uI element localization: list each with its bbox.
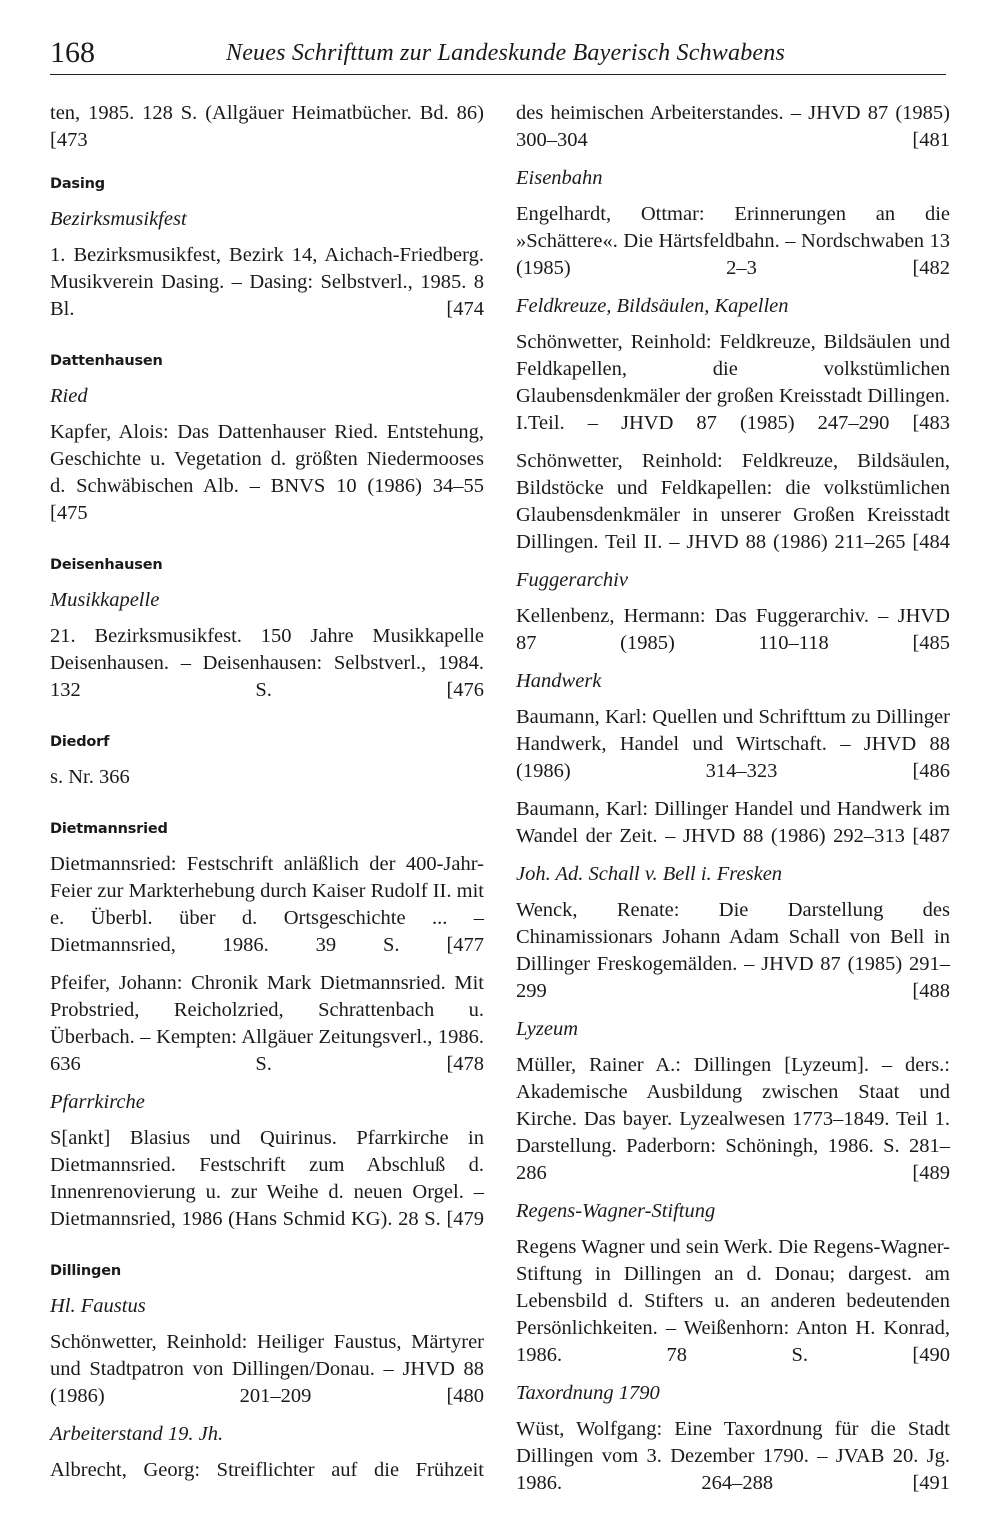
bib-entry-480: Schönwetter, Reinhold: Heiliger Faustus, Märtyrer und Stadtpatron von Dillingen/Donau. – JHVD 88 (1986) 201–209 [480: [50, 1331, 485, 1407]
bib-entry-478: Pfeifer, Johann: Chronik Mark Dietmannsried. Mit Probstried, Reicholzried, Schrattenbach u. Überbach. – Kempten: Allgäuer Zeitungsverl., 1986. 636 S. [478: [50, 972, 485, 1075]
running-title: Neues Schrifttum zur Landeskunde Bayerisch Schwabens: [226, 40, 785, 66]
topic-heading: Lyzeum: [516, 1018, 579, 1040]
bib-entry-475: Kapfer, Alois: Das Dattenhauser Ried. Entstehung, Geschichte u. Vegetation d. größten Niedermooses d. Schwäbischen Alb. – BNVS 10 (1986) 34–55 [475: [50, 421, 484, 524]
topic-heading: Musikkapelle: [50, 589, 160, 611]
bib-entry-488: Wenck, Renate: Die Darstellung des Chinamissionars Johann Adam Schall von Bell in Dillinger Freskogemälden. – JHVD 87 (1985) 291–299 [488: [516, 899, 950, 1002]
topic-heading: Eisenbahn: [516, 167, 603, 189]
bib-entry-489: Müller, Rainer A.: Dillingen [Lyzeum]. – ders.: Akademische Ausbildung zwischen Staat und Kirche. Das bayer. Lyzealwesen 1773–1849. Teil 1. Darstellung. Paderborn: Schöningh, 1986. S. 281–286 [489: [516, 1054, 950, 1184]
topic-heading: Joh. Ad. Schall v. Bell i. Fresken: [516, 863, 783, 885]
topic-heading: Regens-Wagner-Stiftung: [516, 1200, 716, 1222]
entry-number: [487: [912, 825, 950, 847]
topic-heading: Bezirksmusikfest: [50, 208, 187, 230]
place-heading-dietmannsried: Dietmannsried: [50, 821, 168, 837]
right-column: [516, 100, 950, 1508]
entry-number: [473: [50, 129, 88, 151]
bib-entry-482: Engelhardt, Ottmar: Erinnerungen an die »Schättere«. Die Härtsfeldbahn. – Nordschwaben 13 (1985) 2–3 [482: [516, 203, 951, 279]
bib-entry-481-start: Albrecht, Georg: Streiflichter auf die Frühzeit: [50, 1459, 484, 1481]
entry-number: [475: [50, 502, 88, 524]
entry-number: [482: [912, 257, 951, 279]
bib-entry-491: Wüst, Wolfgang: Eine Taxordnung für die Stadt Dillingen vom 3. Dezember 1790. – JVAB 20. Jg. 1986. 264–288 [491: [516, 1418, 951, 1494]
bib-entry-481: des heimischen Arbeiterstandes. – JHVD 87 (1985) 300–304 [481: [516, 102, 950, 151]
entry-number: [480: [446, 1385, 485, 1407]
bib-entry-490: Regens Wagner und sein Werk. Die Regens-Wagner-Stiftung in Dillingen an d. Donau; dargest. am Lebensbild d. Stifters u. an anderen bedeutenden Persönlichkeiten. – Weißenhorn: Anton H. Konrad, 1986. 78 S. [490: [516, 1236, 950, 1366]
topic-heading: Ried: [50, 385, 88, 407]
place-heading-diedorf: Diedorf: [50, 734, 110, 750]
bib-entry-486: Baumann, Karl: Quellen und Schrifttum zu Dillinger Handwerk, Handel und Wirtschaft. – JHVD 88 (1986) 314–323 [486: [516, 706, 951, 782]
place-heading-deisenhausen: Deisenhausen: [50, 557, 163, 573]
entry-number: [490: [912, 1344, 950, 1366]
place-heading-dattenhausen: Dattenhausen: [50, 353, 163, 369]
page-header: [50, 34, 946, 75]
entry-number: [474: [446, 298, 484, 320]
place-heading-dasing: Dasing: [50, 176, 105, 192]
left-column: [50, 100, 484, 1495]
topic-heading: Handwerk: [516, 670, 602, 692]
entry-number: [476: [446, 679, 485, 701]
bib-entry-485: Kellenbenz, Hermann: Das Fuggerarchiv. – JHVD 87 (1985) 110–118 [485: [516, 605, 951, 654]
bib-entry-474: 1. Bezirksmusikfest, Bezirk 14, Aichach-Friedberg. Musikverein Dasing. – Dasing: Selbstverl., 1985. 8 Bl. [474: [50, 244, 484, 320]
bib-entry-483: Schönwetter, Reinhold: Feldkreuze, Bildsäulen und Feldkapellen, die volkstümlichen Glaubensdenkmäler der großen Kreisstadt Dillingen. I.Teil. – JHVD 87 (1985) 247–290 [483: [516, 331, 951, 434]
topic-heading: Hl. Faustus: [50, 1295, 146, 1317]
bib-entry-473: ten, 1985. 128 S. (Allgäuer Heimatbücher. Bd. 86) [473: [50, 102, 484, 151]
entry-number: [481: [912, 129, 950, 151]
bib-entry-477: Dietmannsried: Festschrift anläßlich der 400-Jahr-Feier zur Markterhebung durch Kaiser Rudolf II. mit e. Überbl. über d. Ortsgeschichte ... – Dietmannsried, 1986. 39 S. [477: [50, 853, 485, 956]
topic-heading: Arbeiterstand 19. Jh.: [50, 1423, 224, 1445]
place-heading-dillingen: Dillingen: [50, 1263, 121, 1279]
bib-entry-479: S[ankt] Blasius und Quirinus. Pfarrkirche in Dietmannsried. Festschrift zum Abschluß d. Innenrenovierung u. zur Weihe d. neuen Orgel. – Dietmannsried, 1986 (Hans Schmid KG). 28 S. [479: [50, 1127, 485, 1230]
entry-number: [489: [912, 1162, 950, 1184]
entry-number: [478: [446, 1053, 485, 1075]
page-number: 168: [50, 36, 95, 69]
entry-number: [485: [912, 632, 951, 654]
entry-number: [491: [912, 1472, 951, 1494]
topic-heading: Fuggerarchiv: [516, 569, 628, 591]
bib-entry-476: 21. Bezirksmusikfest. 150 Jahre Musikkapelle Deisenhausen. – Deisenhausen: Selbstverl., 1984. 132 S. [476: [50, 625, 485, 701]
entry-number: [483: [912, 412, 951, 434]
bib-entry-487: Baumann, Karl: Dillinger Handel und Handwerk im Wandel der Zeit. – JHVD 88 (1986) 292–313 [487: [516, 798, 950, 847]
topic-heading: Pfarrkirche: [50, 1091, 145, 1113]
entry-number: [488: [912, 980, 950, 1002]
entry-number: [484: [912, 531, 950, 553]
entry-number: [477: [446, 934, 485, 956]
entry-number: [486: [912, 760, 951, 782]
topic-heading: Taxordnung 1790: [516, 1382, 660, 1404]
topic-heading: Feldkreuze, Bildsäulen, Kapellen: [516, 295, 789, 317]
bib-entry-484: Schönwetter, Reinhold: Feldkreuze, Bildsäulen, Bildstöcke und Feldkapellen: die volkstümlichen Glaubensdenkmäler in unserer Großen Kreisstadt Dillingen. Teil II. – JHVD 88 (1986) 211–265 [484: [516, 450, 950, 553]
entry-number: [479: [446, 1208, 485, 1230]
cross-reference: s. Nr. 366: [50, 766, 130, 788]
